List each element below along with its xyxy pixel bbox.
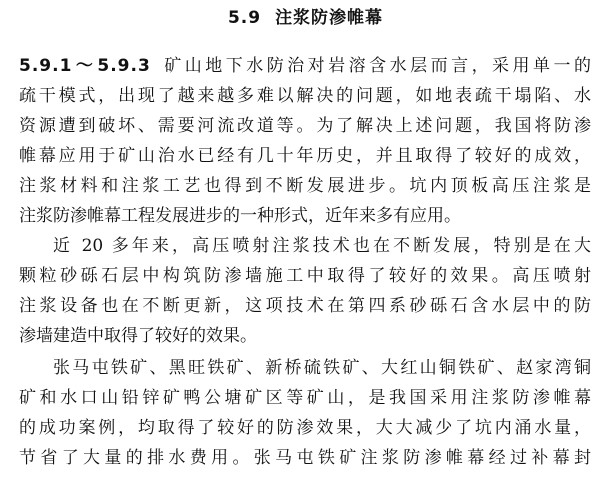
paragraph-line: 注浆材料和注浆工艺也得到不断发展进步。坑内顶板高压注浆是	[19, 176, 591, 196]
section-number: 5.9	[227, 8, 262, 28]
clause-number: 5.9.1～5.9.3	[19, 56, 151, 76]
paragraph-line: 节省了大量的排水费用。张马屯铁矿注浆防渗帷幕经过补幕封	[19, 448, 591, 468]
line-text: 矿山地下水防治对岩溶含水层而言，采用单一的	[160, 56, 591, 76]
paragraph-line: 矿和水口山铅锌矿鸭公塘矿区等矿山，是我国采用注浆防渗帷幕	[19, 388, 591, 408]
paragraph-line: 疏干模式，出现了越来越多难以解决的问题，如地表疏干塌陷、水	[19, 86, 591, 106]
paragraph-line	[19, 52, 591, 80]
paragraph-line: 近 20 多年来，高压喷射注浆技术也在不断发展，特别是在大	[53, 236, 591, 256]
paragraph-line: 资源遭到破坏、需要河流改道等。为了解决上述问题，我国将防渗	[19, 116, 591, 136]
paragraph-line: 颗粒砂砾石层中构筑防渗墙施工中取得了较好的效果。高压喷射	[19, 266, 591, 286]
paragraph-line: 张马屯铁矿、黑旺铁矿、新桥硫铁矿、大红山铜铁矿、赵家湾铜	[53, 358, 591, 378]
paragraph-line: 渗墙建造中取得了较好的效果。	[19, 326, 257, 346]
paragraph-line: 注浆设备也在不断更新，这项技术在第四系砂砾石含水层中的防	[19, 296, 591, 316]
section-heading	[0, 6, 611, 30]
paragraph-line: 帷幕应用于矿山治水已经有几十年历史，并且取得了较好的成效，	[19, 146, 591, 166]
section-title: 注浆防渗帷幕	[275, 8, 384, 28]
paragraph-line: 注浆防渗帷幕工程发展进步的一种形式，近年来多有应用。	[19, 206, 461, 226]
paragraph-line: 的成功案例，均取得了较好的防渗效果，大大减少了坑内涌水量，	[19, 418, 591, 438]
